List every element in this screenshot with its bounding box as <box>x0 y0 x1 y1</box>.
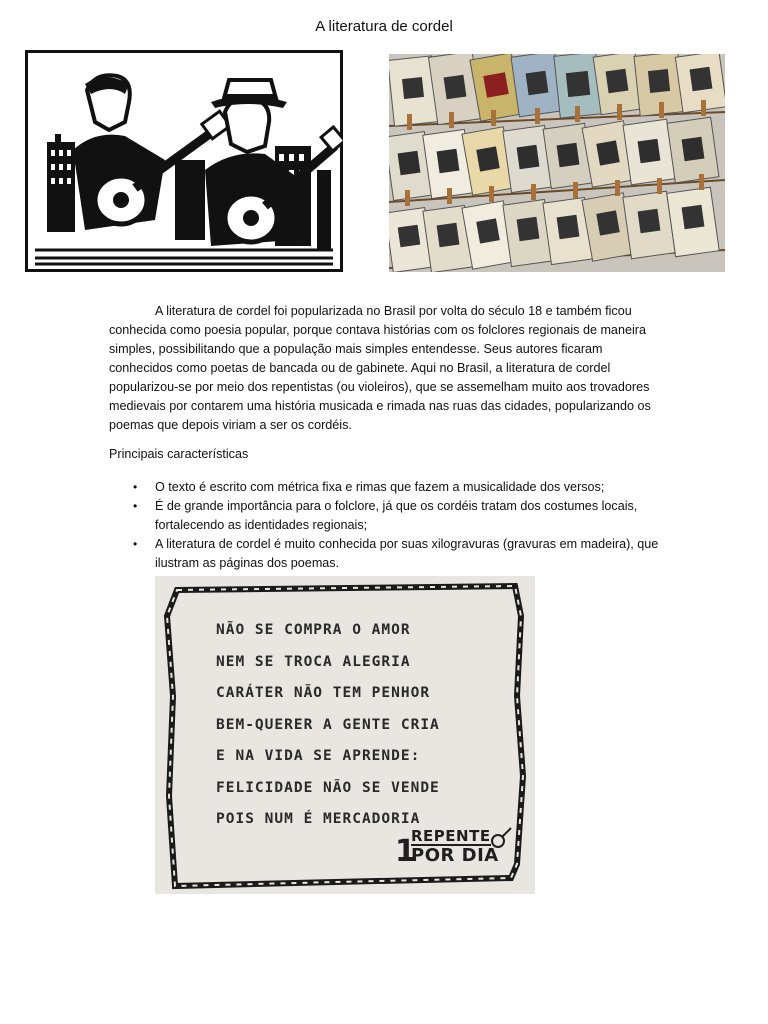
logo-line-2: POR DIA <box>411 845 499 866</box>
poem-line: NÃO SE COMPRA O AMOR <box>216 622 411 638</box>
poem-line: E NA VIDA SE APRENDE: <box>216 748 421 764</box>
features-heading: Principais características <box>109 447 249 461</box>
list-item <box>109 535 661 573</box>
features-list <box>109 478 661 573</box>
list-item-text: A literatura de cordel é muito conhecida por suas xilogravuras (gravuras em madeira), que ilustram as páginas dos poemas. <box>155 537 659 570</box>
poem-line: BEM-QUERER A GENTE CRIA <box>216 716 440 733</box>
poem-line: CARÁTER NÃO TEM PENHOR <box>216 685 431 701</box>
poem-line: POIS NUM É MERCADORIA <box>216 811 421 827</box>
poem-line: NEM SE TROCA ALEGRIA <box>216 653 411 670</box>
repente-por-dia-logo <box>395 828 513 882</box>
list-item-text: É de grande importância para o folclore, já que os cordéis tratam dos costumes locais, fortalecendo as identidades regionais; <box>155 499 638 532</box>
poem-line: FELICIDADE NÃO SE VENDE <box>216 779 440 796</box>
bullet-icon: • <box>133 480 138 494</box>
list-item <box>109 478 661 497</box>
bullet-icon: • <box>133 537 138 551</box>
woodcut-illustration <box>25 50 343 272</box>
bullet-icon: • <box>133 499 138 513</box>
list-item-text: O texto é escrito com métrica fixa e rimas que fazem a musicalidade dos versos; <box>155 480 605 494</box>
page-title: A literatura de cordel <box>315 18 453 35</box>
cordel-booklets-photo <box>389 54 725 272</box>
poem-card <box>155 576 535 894</box>
poem-lines <box>216 618 440 839</box>
guitar-icon <box>489 826 513 850</box>
logo-number: 1 <box>395 834 416 869</box>
list-item <box>109 497 661 535</box>
logo-line-1: REPENTE <box>411 827 491 845</box>
intro-paragraph: A literatura de cordel foi popularizada no Brasil por volta do século 18 e também ficou conhecida como poesia popular, porque contava histórias com os folclores regionais de maneira simples, possibilitando que a população mais simples entendesse. Seus autores ficaram conhecidos como poetas de bancada ou de gabinete. Aqui no Brasil, a literatura de cordel popularizou-se por meio dos repentistas (ou violeiros), que se assemelham muito aos trovadores medievais por contarem uma história musicada e rimada nas ruas das cidades, popularizando os poemas que depois viriam a ser os cordéis. <box>109 304 651 432</box>
